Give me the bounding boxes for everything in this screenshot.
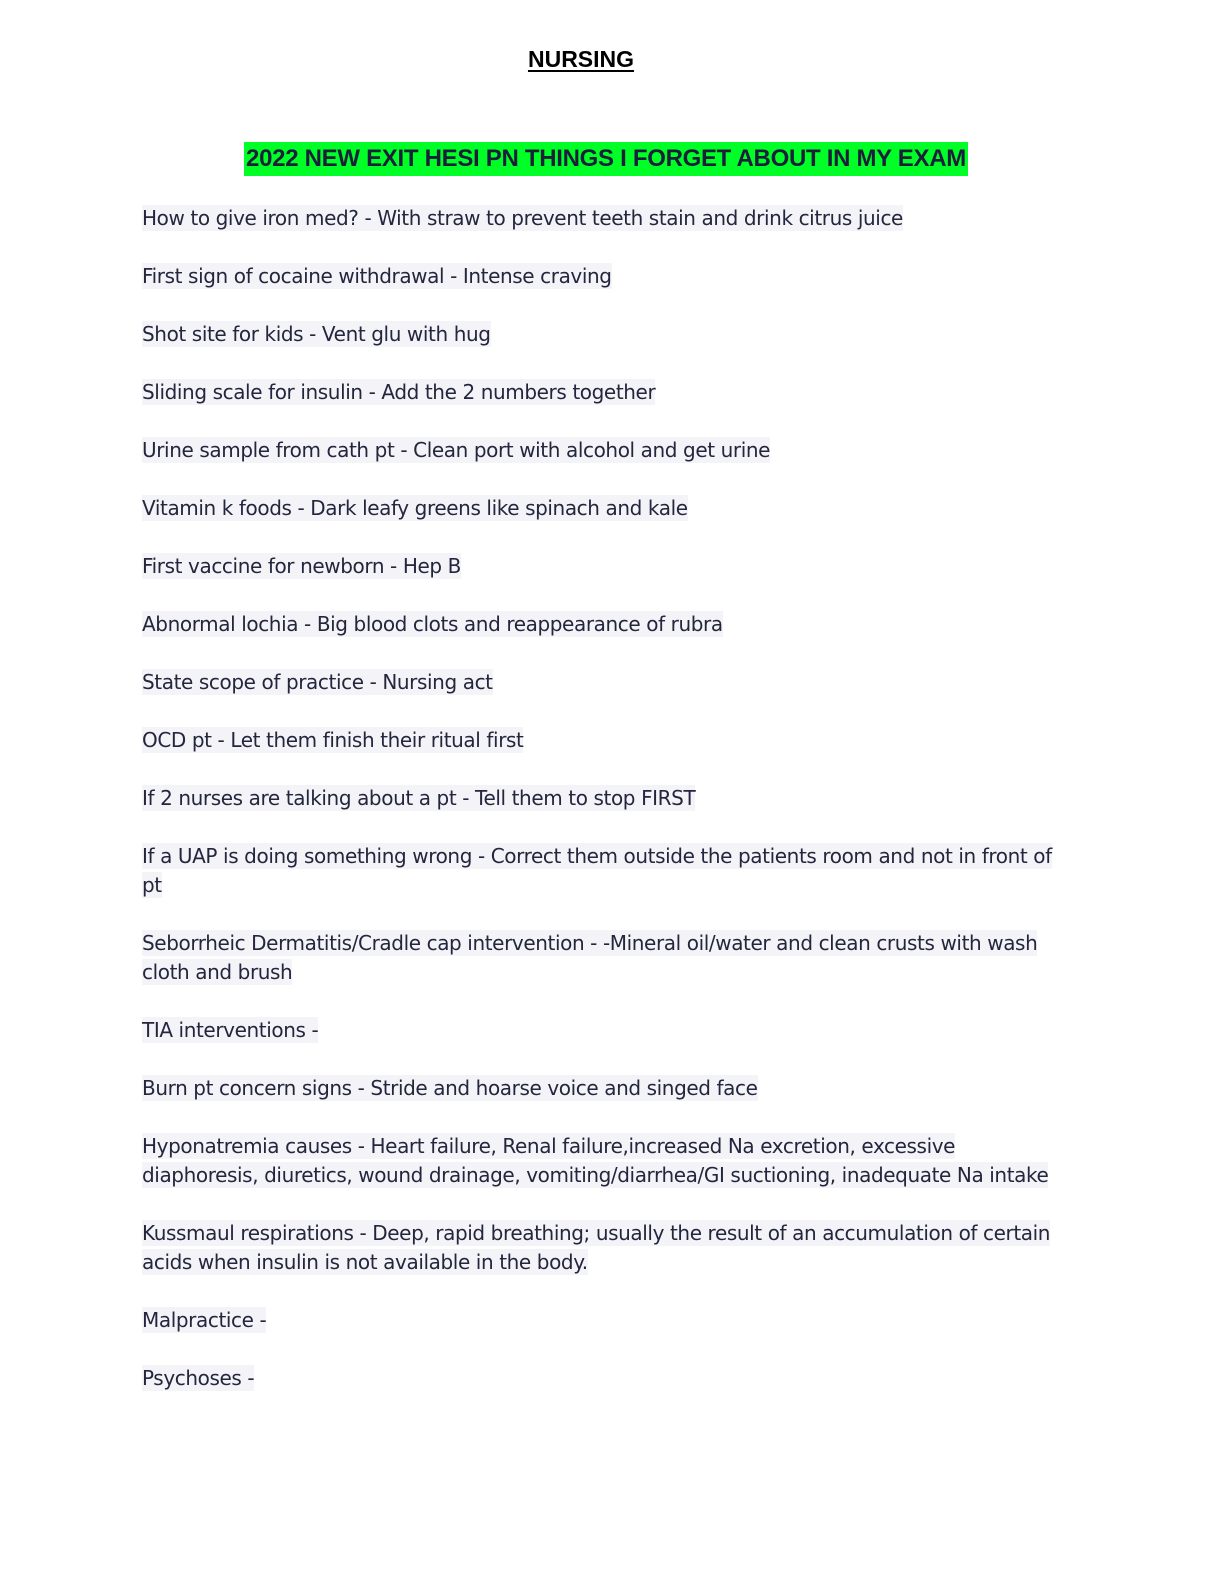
qa-list: [142, 204, 1072, 1422]
qa-item: [142, 1219, 1072, 1277]
qa-text: If 2 nurses are talking about a pt - Tell them to stop FIRST: [142, 786, 696, 810]
qa-item: [142, 552, 1072, 581]
qa-text: Abnormal lochia - Big blood clots and reappearance of rubra: [142, 612, 723, 636]
qa-item: [142, 1364, 1072, 1393]
qa-text: First sign of cocaine withdrawal - Intense craving: [142, 264, 612, 288]
qa-text: Seborrheic Dermatitis/Cradle cap intervention - -Mineral oil/water and clean crusts with wash cloth and brush: [142, 931, 1038, 984]
qa-item: [142, 378, 1072, 407]
qa-text: Vitamin k foods - Dark leafy greens like spinach and kale: [142, 496, 688, 520]
qa-item: [142, 204, 1072, 233]
qa-item: [142, 1074, 1072, 1103]
qa-item: [142, 726, 1072, 755]
qa-text: OCD pt - Let them finish their ritual first: [142, 728, 524, 752]
title-wrapper: [0, 142, 1212, 176]
document-heading: [0, 46, 1162, 73]
qa-item: [142, 436, 1072, 465]
qa-text: Hyponatremia causes - Heart failure, Renal failure,increased Na excretion, excessive diaphoresis, diuretics, wound drainage, vomiting/diarrhea/GI suctioning, inadequate Na intake: [142, 1134, 1049, 1187]
qa-item: [142, 494, 1072, 523]
qa-item: [142, 842, 1072, 900]
qa-text: TIA interventions -: [142, 1018, 319, 1042]
qa-item: [142, 1016, 1072, 1045]
qa-item: [142, 610, 1072, 639]
qa-item: [142, 784, 1072, 813]
qa-text: If a UAP is doing something wrong - Correct them outside the patients room and not in front of pt: [142, 844, 1052, 897]
qa-item: [142, 1306, 1072, 1335]
heading-text: NURSING: [527, 46, 635, 72]
qa-item: [142, 929, 1072, 987]
qa-item: [142, 320, 1072, 349]
qa-text: Shot site for kids - Vent glu with hug: [142, 322, 491, 346]
qa-item: [142, 262, 1072, 291]
qa-text: First vaccine for newborn - Hep B: [142, 554, 461, 578]
qa-text: Malpractice -: [142, 1308, 267, 1332]
qa-text: Sliding scale for insulin - Add the 2 numbers together: [142, 380, 656, 404]
document-title: 2022 NEW EXIT HESI PN THINGS I FORGET ABOUT IN MY EXAM: [244, 142, 968, 176]
qa-item: [142, 1132, 1072, 1190]
qa-text: Psychoses -: [142, 1366, 255, 1390]
qa-item: [142, 668, 1072, 697]
qa-text: Urine sample from cath pt - Clean port with alcohol and get urine: [142, 438, 771, 462]
qa-text: How to give iron med? - With straw to prevent teeth stain and drink citrus juice: [142, 206, 903, 230]
qa-text: State scope of practice - Nursing act: [142, 670, 493, 694]
qa-text: Kussmaul respirations - Deep, rapid breathing; usually the result of an accumulation of certain acids when insulin is not available in the body.: [142, 1221, 1051, 1274]
qa-text: Burn pt concern signs - Stride and hoarse voice and singed face: [142, 1076, 758, 1100]
